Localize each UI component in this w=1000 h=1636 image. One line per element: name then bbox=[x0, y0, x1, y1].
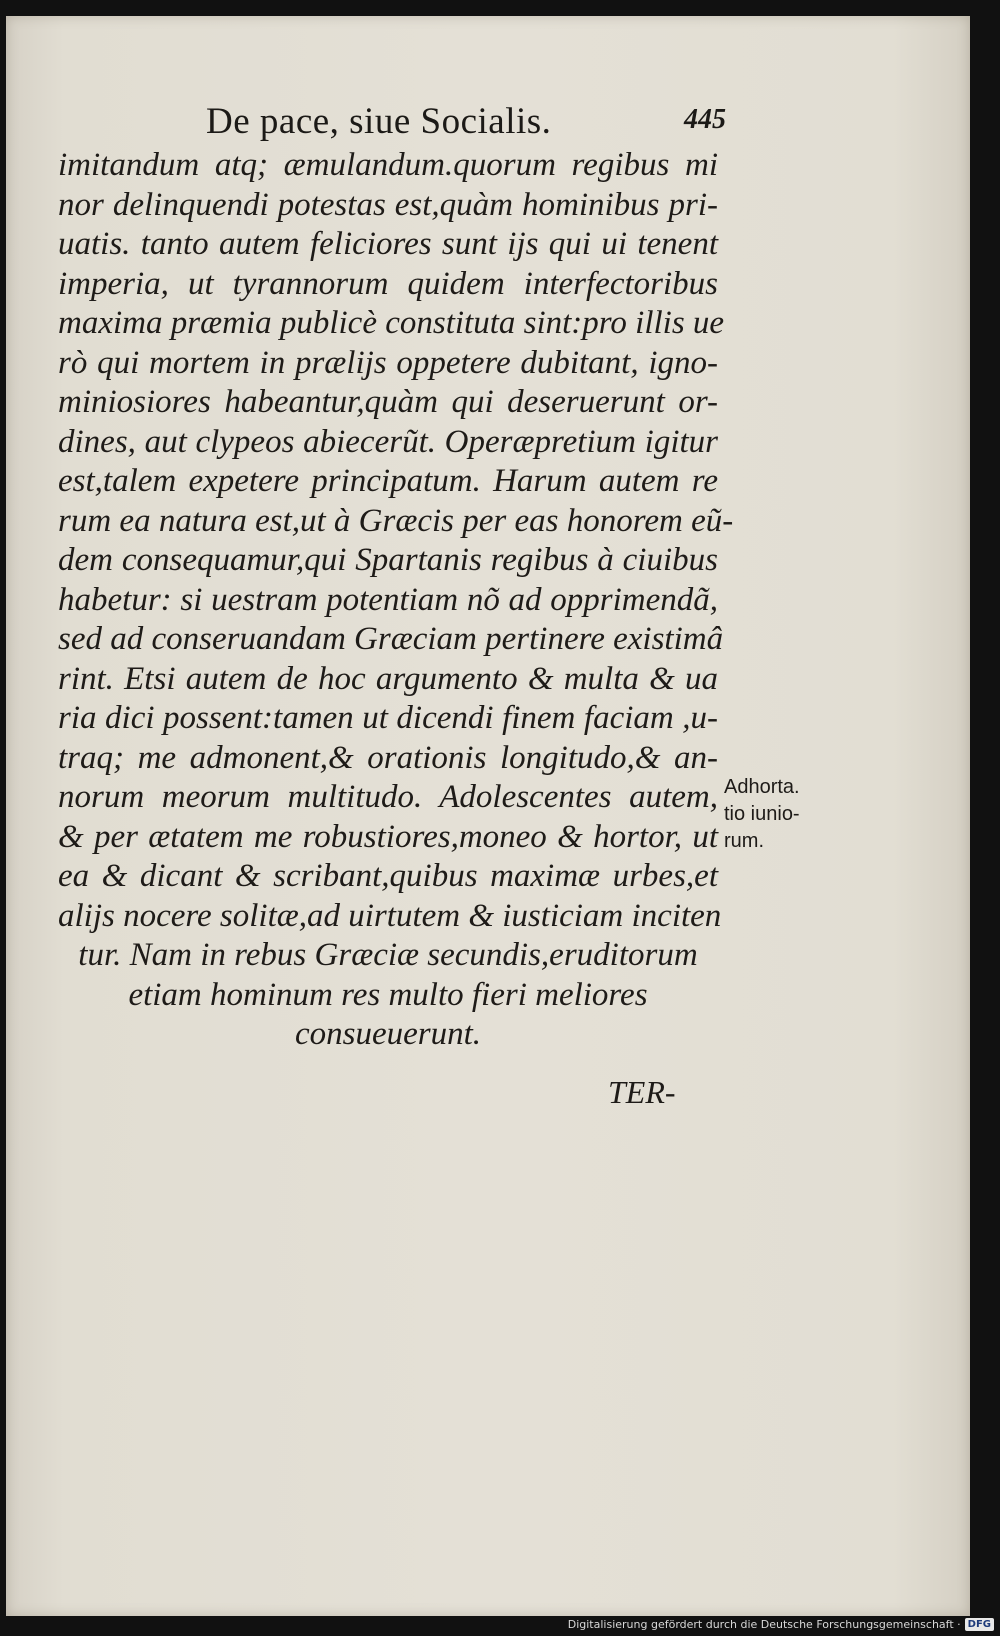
text-line: rò qui mortem in prælijs oppetere dubitant, igno- bbox=[58, 344, 718, 381]
text-line: traq; me admonent,& orationis longitudo,& an- bbox=[58, 739, 718, 776]
catchword: TER- bbox=[608, 1074, 676, 1110]
marginal-note-line: rum. bbox=[724, 830, 764, 852]
text-line: consueuerunt. bbox=[294, 1016, 482, 1052]
text-line: rum ea natura est,ut à Græcis per eas honorem eũ- bbox=[58, 502, 734, 539]
body-text bbox=[58, 146, 734, 1055]
digitization-footer bbox=[568, 1616, 994, 1632]
running-title: De pace, siue Socialis. bbox=[206, 101, 552, 142]
text-line: est,talem expetere principatum. Harum autem re bbox=[58, 463, 718, 499]
text-line: nor delinquendi potestas est,quàm hominibus pri- bbox=[58, 186, 718, 223]
footer-credit: Digitalisierung gefördert durch die Deutsche Forschungsgemeinschaft · bbox=[567, 1617, 961, 1631]
text-line: dines, aut clypeos abiecerũt. Operæpretium igitur bbox=[58, 423, 718, 460]
marginal-note-line: tio iunio- bbox=[724, 803, 800, 825]
text-line: alijs nocere solitæ,ad uirtutem & iusticiam inciten bbox=[58, 897, 722, 934]
text-line: norum meorum multitudo. Adolescentes autem, bbox=[58, 779, 718, 815]
marginal-note bbox=[724, 774, 800, 855]
page-header bbox=[206, 100, 726, 146]
dfg-logo-icon: DFG bbox=[965, 1618, 994, 1631]
text-line: miniosiores habeantur,quàm qui deseruerunt or- bbox=[58, 384, 718, 420]
text-line: imperia, ut tyrannorum quidem interfectoribus bbox=[58, 265, 718, 302]
text-line: ea & dicant & scribant,quibus maximæ urbes,et bbox=[58, 858, 718, 894]
text-line: ria dici possent:tamen ut dicendi finem faciam ,u- bbox=[58, 700, 718, 736]
page-number: 445 bbox=[684, 104, 726, 135]
text-line: & per ætatem me robustiores,moneo & hortor, ut bbox=[58, 818, 718, 855]
book-page bbox=[6, 16, 970, 1616]
text-line: etiam hominum res multo fieri meliores bbox=[128, 976, 648, 1013]
text-line: habetur: si uestram potentiam nõ ad opprimendã, bbox=[58, 581, 718, 618]
marginal-note-line: Adhorta. bbox=[724, 776, 800, 798]
text-line: uatis. tanto autem feliciores sunt ijs qui ui tenent bbox=[58, 226, 718, 262]
text-line: tur. Nam in rebus Græciæ secundis,eruditorum bbox=[78, 937, 698, 973]
text-line: imitandum atq; æmulandum.quorum regibus mi bbox=[58, 147, 718, 183]
text-line: maxima præmia publicè constituta sint:pro illis ue bbox=[58, 305, 725, 341]
text-line: dem consequamur,qui Spartanis regibus à ciuibus bbox=[58, 542, 718, 578]
text-line: rint. Etsi autem de hoc argumento & multa & ua bbox=[58, 660, 718, 697]
text-line: sed ad conseruandam Græciam pertinere existimâ bbox=[58, 621, 724, 657]
